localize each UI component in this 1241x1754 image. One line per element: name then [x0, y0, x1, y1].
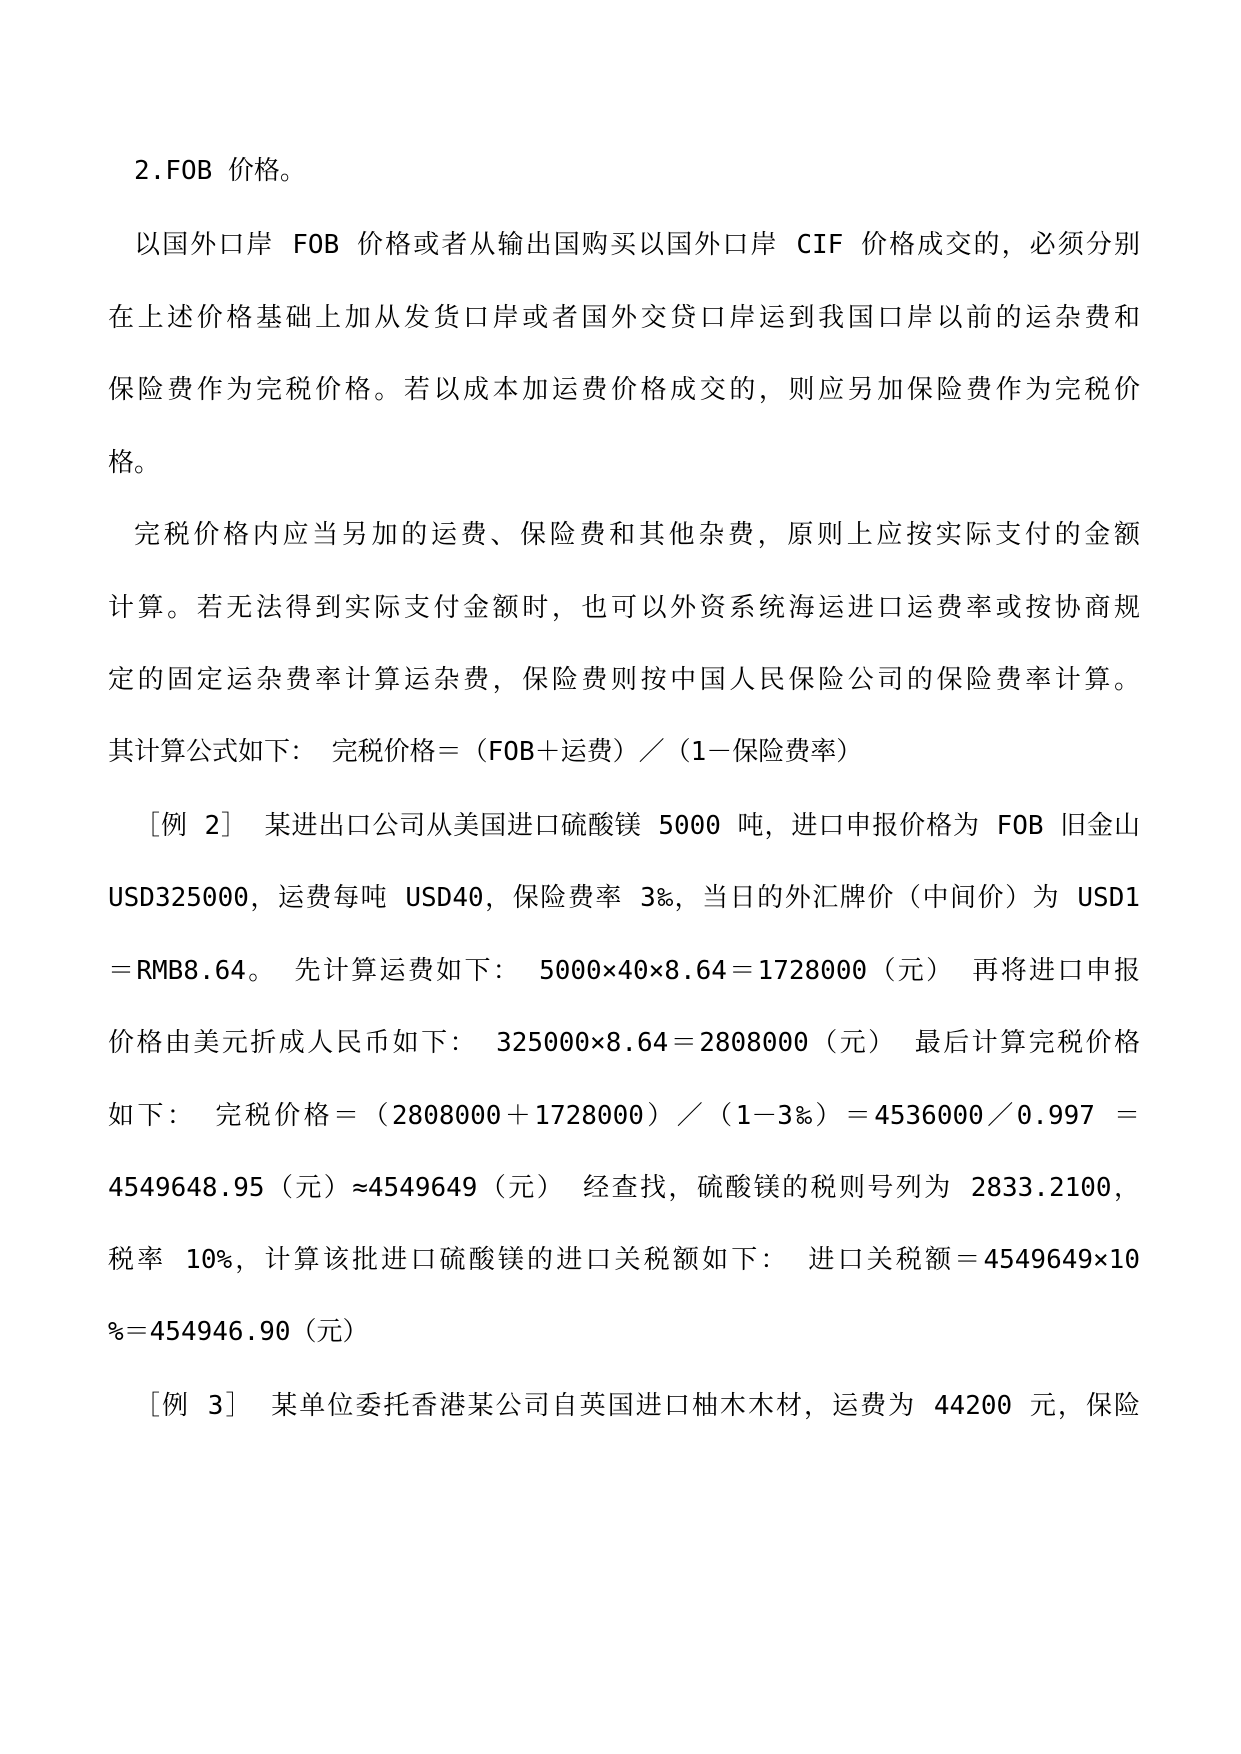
example-2-line: ［例 2］ 某进出口公司从美国进口硫酸镁 5000 吨，进口申报价格为 FOB 旧金山 — [134, 811, 1140, 841]
example-2-line: 如下： 完税价格＝（2808000＋1728000）／（1－3‰）＝4536000／0.997 ＝ — [108, 1101, 1140, 1131]
paragraph-line: 定的固定运杂费率计算运杂费，保险费则按中国人民保险公司的保险费率计算。 — [108, 665, 1140, 695]
paragraph-line: 以国外口岸 FOB 价格或者从输出国购买以国外口岸 CIF 价格成交的，必须分别 — [134, 230, 1140, 260]
paragraph-line: 计算。若无法得到实际支付金额时，也可以外资系统海运进口运费率或按协商规 — [108, 593, 1140, 623]
example-2-line: 4549648.95（元）≈4549649（元） 经查找，硫酸镁的税则号列为 2833.2100， — [108, 1173, 1140, 1203]
example-3-line: ［例 3］ 某单位委托香港某公司自英国进口柚木木材，运费为 44200 元，保险 — [134, 1391, 1140, 1421]
paragraph-line: 格。 — [108, 448, 161, 478]
example-2-line: %＝454946.90（元） — [108, 1317, 369, 1347]
formula-line: 其计算公式如下： 完税价格＝（FOB＋运费）／（1－保险费率） — [108, 737, 863, 767]
example-2-line: 税率 10%，计算该批进口硫酸镁的进口关税额如下： 进口关税额＝4549649×10 — [108, 1245, 1140, 1275]
paragraph-line: 在上述价格基础上加从发货口岸或者国外交贷口岸运到我国口岸以前的运杂费和 — [108, 303, 1140, 333]
paragraph-line: 完税价格内应当另加的运费、保险费和其他杂费，原则上应按实际支付的金额 — [134, 520, 1140, 550]
example-2-line: 价格由美元折成人民币如下： 325000×8.64＝2808000（元） 最后计算完税价格 — [108, 1028, 1140, 1058]
example-2-line: USD325000，运费每吨 USD40，保险费率 3‰，当日的外汇牌价（中间价）为 USD1 — [108, 883, 1140, 913]
example-2-line: ＝RMB8.64。 先计算运费如下： 5000×40×8.64＝1728000（元） 再将进口申报 — [108, 956, 1140, 986]
paragraph-line: 保险费作为完税价格。若以成本加运费价格成交的，则应另加保险费作为完税价 — [108, 375, 1140, 405]
heading-fob-price: 2.FOB 价格。 — [134, 156, 306, 186]
